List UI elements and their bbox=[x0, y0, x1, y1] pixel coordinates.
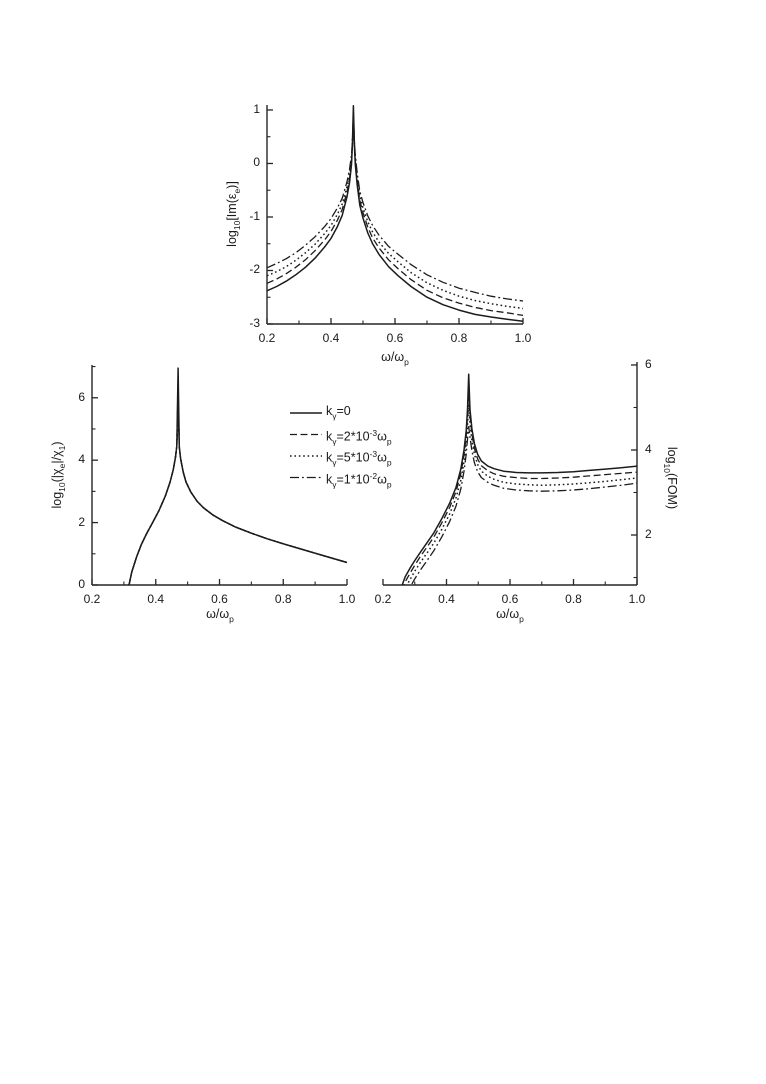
x-tick-label: 0.4 bbox=[322, 331, 340, 345]
xlabel-fom: $\omega/\omega_p$ bbox=[496, 607, 524, 624]
y-tick-label: -1 bbox=[249, 208, 260, 223]
series-solid-line bbox=[267, 106, 523, 322]
x-tick-label: 1.0 bbox=[338, 592, 356, 606]
y-tick-label: -3 bbox=[249, 316, 260, 330]
y-tick-label: 1 bbox=[253, 101, 260, 116]
y-tick-label: 2 bbox=[78, 514, 85, 529]
y-tick-label: -2 bbox=[249, 262, 260, 277]
x-tick-label: 1.0 bbox=[628, 592, 646, 606]
x-tick-label: 0.8 bbox=[450, 331, 468, 345]
x-tick-label: 0.2 bbox=[374, 592, 392, 606]
y-tick-label: 0 bbox=[78, 577, 85, 591]
series-dashdot-line bbox=[267, 125, 523, 301]
x-tick-label: 0.8 bbox=[274, 592, 292, 606]
xlabel-im-epsilon: $\omega/\omega_p$ bbox=[381, 350, 409, 367]
y-tick-label: 4 bbox=[645, 441, 652, 456]
xlabel-chi-ratio: $\omega/\omega_p$ bbox=[206, 607, 234, 624]
ylabel-chi-ratio: $\log_{10}(|\chi_e|/\chi_1)$ bbox=[50, 441, 67, 509]
series-dashed-line bbox=[400, 390, 638, 601]
series-dashdot-line bbox=[400, 427, 638, 615]
series-dotted-line bbox=[267, 119, 523, 309]
legend-entry-label: $k_\gamma=1*10^{-2}\omega_p$ bbox=[326, 470, 392, 489]
x-tick-label: 0.6 bbox=[501, 592, 519, 606]
legend-entry-label: $k_\gamma=0$ bbox=[326, 404, 351, 421]
x-tick-label: 0.6 bbox=[386, 331, 404, 345]
ylabel-im-epsilon: $\log_{10}[Im(\varepsilon_e)]$ bbox=[225, 181, 242, 247]
series-dotted-line bbox=[129, 399, 347, 585]
series-solid-line bbox=[400, 374, 638, 594]
legend-entry-label: $k_\gamma=2*10^{-3}\omega_p$ bbox=[326, 427, 392, 446]
y-tick-label: 6 bbox=[645, 356, 652, 371]
y-tick-label: 4 bbox=[78, 452, 85, 467]
legend-entry-label: $k_\gamma=5*10^{-3}\omega_p$ bbox=[326, 449, 392, 468]
y-tick-label: 6 bbox=[78, 389, 85, 404]
x-tick-label: 0.8 bbox=[565, 592, 582, 606]
series-dashed-line bbox=[267, 113, 523, 316]
series-dashdot-line bbox=[129, 417, 347, 586]
x-tick-label: 0.2 bbox=[83, 592, 101, 606]
y-tick-label: 0 bbox=[253, 155, 260, 170]
x-tick-label: 0.2 bbox=[258, 331, 276, 345]
x-tick-label: 0.4 bbox=[147, 592, 165, 606]
x-tick-label: 0.6 bbox=[211, 592, 228, 606]
series-dashed-line bbox=[129, 385, 347, 585]
x-tick-label: 1.0 bbox=[514, 331, 532, 345]
ylabel-fom: $\log_{10}(FOM)$ bbox=[662, 446, 679, 510]
y-tick-label: 2 bbox=[645, 527, 652, 541]
x-tick-label: 0.4 bbox=[438, 592, 455, 606]
series-dotted-line bbox=[400, 405, 638, 607]
